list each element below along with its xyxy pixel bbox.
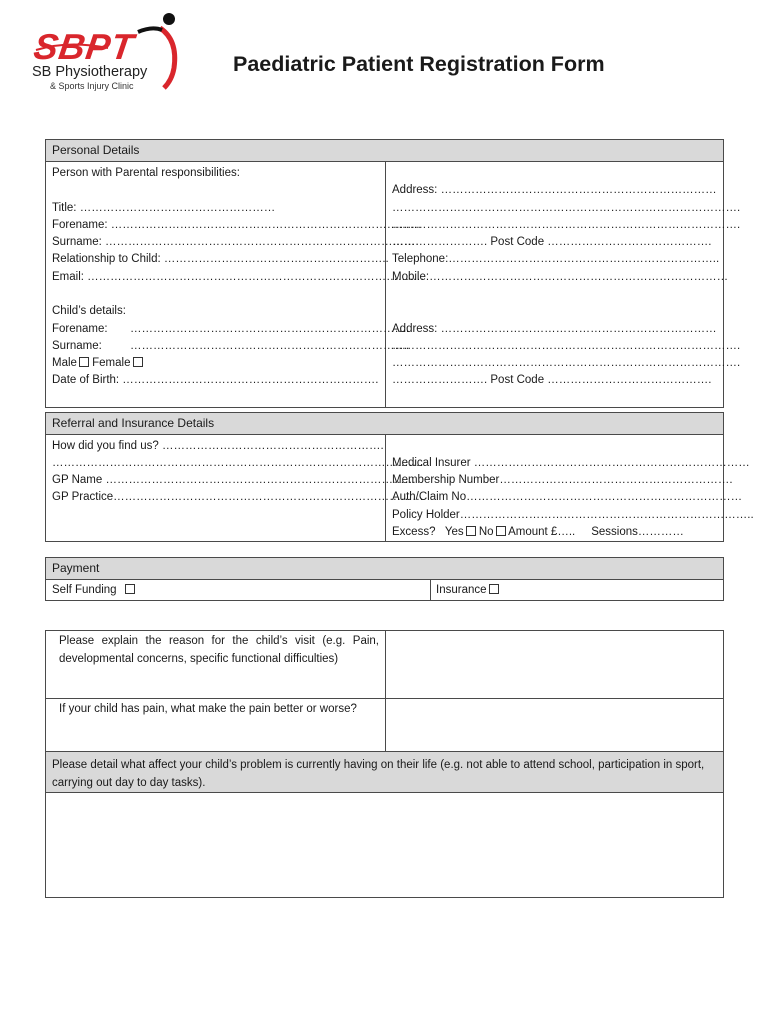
self-funding-option [52, 582, 135, 600]
reason-question: Please explain the reason for the child’s visit (e.g. Pain, developmental concerns, specific functional difficulties) [59, 635, 379, 665]
auth-claim-field[interactable]: Auth/Claim No……………………………………………………………… [392, 491, 743, 503]
child-surname-field[interactable]: ………………………………………………………………. [130, 340, 410, 352]
self-funding-label: Self Funding [52, 584, 117, 596]
parent-heading: Person with Parental responsibilities: [52, 167, 240, 179]
male-label: Male [52, 357, 77, 369]
child-heading: Child’s details: [52, 305, 126, 317]
insurance-checkbox[interactable] [489, 584, 499, 594]
clinic-logo [28, 10, 188, 92]
relationship-field[interactable]: Relationship to Child: ………………………………………………….. [52, 253, 389, 265]
parent-address-line-3[interactable]: ………………………………………………………………………………. [392, 219, 741, 231]
payment-header: Payment [46, 558, 723, 580]
membership-number-field[interactable]: Membership Number……………………………………………………. [392, 474, 733, 486]
female-checkbox[interactable] [133, 357, 143, 367]
how-found-line-2[interactable]: ……………………………………………………………………………………. [52, 457, 424, 469]
dob-field[interactable]: Date of Birth: …………………………………………………………. [52, 374, 379, 386]
child-forename-field[interactable]: ………………………………………………………………. [130, 323, 410, 335]
parent-title-field[interactable]: Title: …………………………………………… [52, 202, 276, 214]
child-address-line-1[interactable]: Address: ……………………………………………………………… [392, 323, 717, 335]
logo-tagline: & Sports Injury Clinic [50, 81, 134, 91]
parent-postcode-field[interactable]: ……………………. Post Code ……………………………………. [392, 236, 712, 248]
male-checkbox[interactable] [79, 357, 89, 367]
page-title: Paediatric Patient Registration Form [233, 52, 605, 76]
insurance-option [436, 582, 499, 600]
child-forename-label: Forename: [52, 323, 108, 335]
column-divider [430, 580, 431, 600]
impact-question-bar [46, 751, 723, 793]
self-funding-checkbox[interactable] [125, 584, 135, 594]
parent-address-line-2[interactable]: ………………………………………………………………………………. [392, 202, 741, 214]
child-postcode-field[interactable]: ……………………. Post Code ……………………………………. [392, 374, 712, 386]
parent-surname-field[interactable]: Surname: ………………………………………………………………………. [52, 236, 419, 248]
mobile-field[interactable]: Mobile:…………………………………………………………………… [392, 271, 729, 283]
gender-row [52, 355, 143, 373]
email-field[interactable]: Email: ……………………………………………………………………………. [52, 271, 424, 283]
child-surname-label: Surname: [52, 340, 102, 352]
row-divider [46, 698, 385, 699]
logo-mark: SBPT [31, 26, 137, 67]
pain-question: If your child has pain, what make the pain better or worse? [59, 703, 357, 715]
excess-row [392, 524, 684, 542]
impact-question: Please detail what affect your child’s problem is currently having on their life (e.g. not able to attend school, participation in sport, carrying out day to day tasks). [52, 759, 705, 789]
excess-no-checkbox[interactable] [496, 526, 506, 536]
excess-label: Excess? [392, 526, 436, 538]
female-label: Female [92, 357, 131, 369]
reason-answer-area[interactable] [386, 632, 723, 697]
parent-address-line-1[interactable]: Address: ……………………………………………………………… [392, 184, 717, 196]
visit-section [45, 630, 724, 898]
child-address-line-2[interactable]: ………………………………………………………………………………. [392, 340, 741, 352]
payment-section [45, 557, 724, 601]
telephone-field[interactable]: Telephone:…………………………………………………………….. [392, 253, 720, 265]
yes-label: Yes [444, 526, 464, 538]
gp-practice-field[interactable]: GP Practice……………………………………………………………………… [52, 491, 424, 503]
excess-yes-checkbox[interactable] [466, 526, 476, 536]
no-label: No [478, 526, 494, 538]
how-found-field[interactable]: How did you find us? …………………………………………………. [52, 440, 384, 452]
impact-answer-area[interactable] [46, 793, 723, 897]
policy-holder-field[interactable]: Policy Holder………………………………………………………………….. [392, 509, 754, 521]
medical-insurer-field[interactable]: Medical Insurer ……………………………………………………………… [392, 457, 750, 469]
personal-details-section [45, 139, 741, 408]
gp-name-field[interactable]: GP Name ……………………………………………………………………… [52, 474, 416, 486]
referral-insurance-section [45, 412, 754, 542]
referral-header: Referral and Insurance Details [46, 413, 723, 435]
personal-details-header: Personal Details [46, 140, 723, 162]
sessions-field[interactable]: Sessions………… [591, 526, 684, 538]
pain-answer-area[interactable] [386, 699, 723, 750]
insurance-label: Insurance [436, 584, 487, 596]
logo-name: SB Physiotherapy [32, 64, 148, 80]
child-address-line-3[interactable]: ………………………………………………………………………………. [392, 357, 741, 369]
amount-field[interactable]: Amount £….. [508, 526, 576, 538]
parent-forename-field[interactable]: Forename: ……………………………………………………………………… [52, 219, 422, 231]
